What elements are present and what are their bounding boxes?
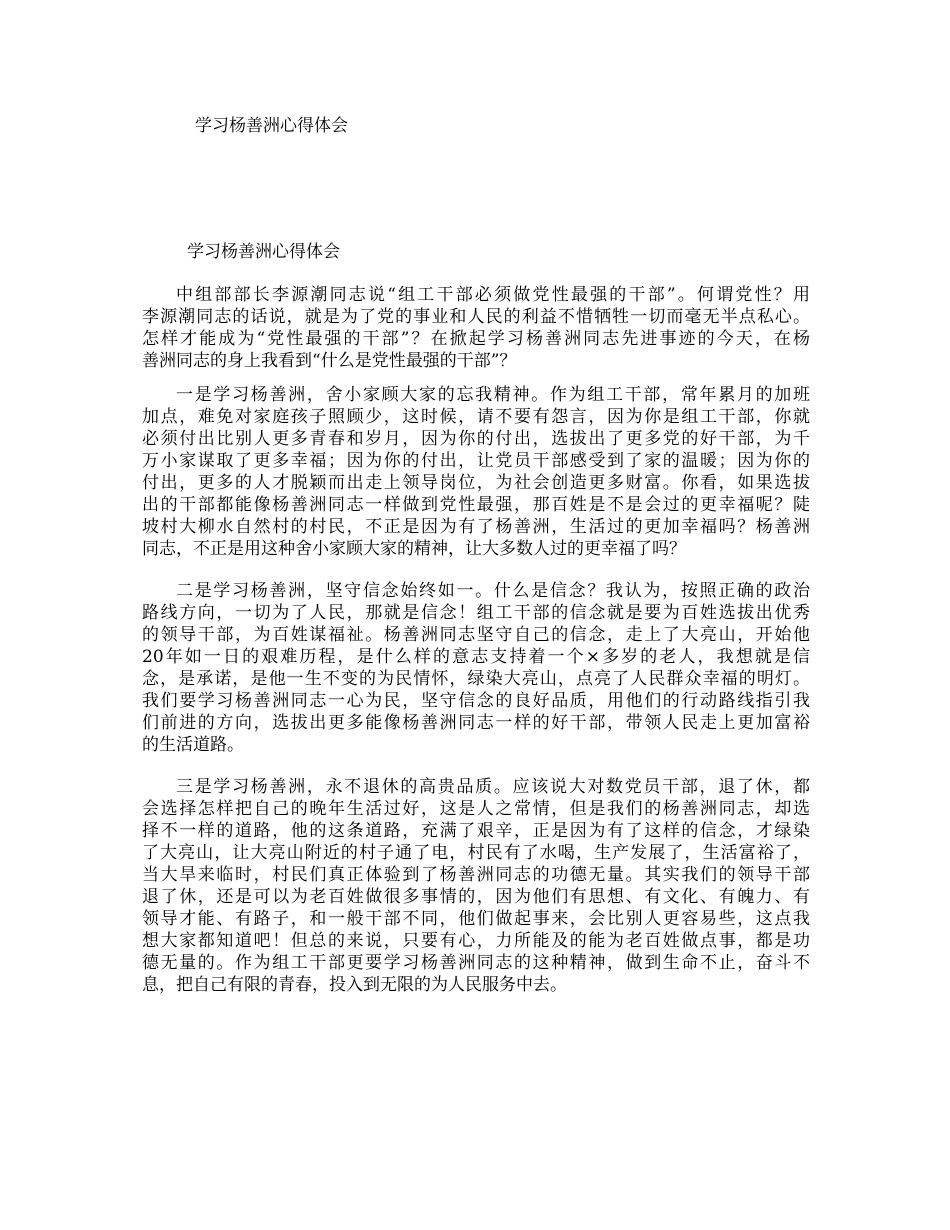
paragraph-line: 20年如一日的艰难历程，是什么样的意志支持着一个×多岁的老人，我想就是信 bbox=[142, 647, 810, 667]
paragraph-line: 了大亮山，让大亮山附近的村子通了电，村民有了水喝，生产发展了，生活富裕了， bbox=[142, 843, 810, 863]
paragraph-line: 们前进的方向，选拔出更多能像杨善洲同志一样的好干部，带领人民走上更加富裕 bbox=[142, 713, 810, 733]
paragraph-line: 择不一样的道路，他的这条道路，充满了艰辛，正是因为有了这样的信念，才绿染 bbox=[142, 821, 810, 841]
paragraph-line: 怎样才能成为“党性最强的干部”？在掀起学习杨善洲同志先进事迹的今天，在杨 bbox=[142, 329, 810, 349]
paragraph-line: 想大家都知道吧！但总的来说，只要有心，力所能及的能为老百姓做点事，都是功 bbox=[142, 931, 810, 951]
paragraph-line: 付出，更多的人才脱颖而出走上领导岗位，为社会创造更多财富。你看，如果选拔 bbox=[142, 473, 810, 493]
paragraph-line: 坡村大柳水自然村的村民，不正是因为有了杨善洲，生活过的更加幸福吗？杨善洲 bbox=[142, 517, 810, 537]
paragraph-line: 退了休，还是可以为老百姓做很多事情的，因为他们有思想、有文化、有魄力、有 bbox=[142, 887, 810, 907]
paragraph-line: 一是学习杨善洲，舍小家顾大家的忘我精神。作为组工干部，常年累月的加班 bbox=[176, 385, 810, 405]
paragraph-line: 息，把自己有限的青春，投入到无限的为人民服务中去。 bbox=[142, 975, 567, 995]
paragraph-line: 我们要学习杨善洲同志一心为民，坚守信念的良好品质，用他们的行动路线指引我 bbox=[142, 691, 810, 711]
paragraph-intro bbox=[142, 284, 810, 372]
paragraph-line: 二是学习杨善洲，坚守信念始终如一。什么是信念？我认为，按照正确的政治 bbox=[176, 581, 810, 601]
paragraph-line: 的领导干部，为百姓谋福祉。杨善洲同志坚守自己的信念，走上了大亮山，开始他 bbox=[142, 625, 810, 645]
document-heading: 学习杨善洲心得体会 bbox=[187, 242, 340, 262]
paragraph-line: 万小家谋取了更多幸福；因为你的付出，让党员干部感受到了家的温暖；因为你的 bbox=[142, 451, 810, 471]
paragraph-line: 会选择怎样把自己的晚年生活过好，这是人之常情，但是我们的杨善洲同志，却选 bbox=[142, 799, 810, 819]
paragraph-line: 路线方向，一切为了人民，那就是信念！组工干部的信念就是要为百姓选拔出优秀 bbox=[142, 603, 810, 623]
paragraph-line: 中组部部长李源潮同志说“组工干部必须做党性最强的干部”。何谓党性？用 bbox=[176, 285, 810, 305]
paragraph-line: 必须付出比别人更多青春和岁月，因为你的付出，选拔出了更多党的好干部，为千 bbox=[142, 429, 810, 449]
paragraph-line: 德无量的。作为组工干部更要学习杨善洲同志的这种精神，做到生命不止，奋斗不 bbox=[142, 953, 810, 973]
paragraph-line: 的生活道路。 bbox=[142, 735, 244, 755]
paragraph-line: 出的干部都能像杨善洲同志一样做到党性最强，那百姓是不是会过的更幸福呢？陡 bbox=[142, 495, 810, 515]
paragraph-line: 领导才能、有路子，和一般干部不同，他们做起事来，会比别人更容易些，这点我 bbox=[142, 909, 810, 929]
paragraph-line: 三是学习杨善洲，永不退休的高贵品质。应该说大对数党员干部，退了休，都 bbox=[176, 777, 810, 797]
paragraph-line: 当大旱来临时，村民们真正体验到了杨善洲同志的功德无量。其实我们的领导干部 bbox=[142, 865, 810, 885]
document-title: 学习杨善洲心得体会 bbox=[195, 116, 348, 136]
paragraph-line: 李源潮同志的话说，就是为了党的事业和人民的利益不惜牺牲一切而毫无半点私心。 bbox=[142, 307, 810, 327]
paragraph-point-one bbox=[142, 384, 810, 560]
paragraph-line: 念，是承诺，是他一生不变的为民情怀，绿染大亮山，点亮了人民群众幸福的明灯。 bbox=[142, 669, 810, 689]
paragraph-point-two bbox=[142, 580, 810, 756]
paragraph-line: 善洲同志的身上我看到“什么是党性最强的干部”？ bbox=[142, 351, 517, 371]
paragraph-point-three bbox=[142, 776, 810, 996]
paragraph-line: 同志，不正是用这种舍小家顾大家的精神，让大多数人过的更幸福了吗？ bbox=[142, 539, 686, 559]
paragraph-line: 加点，难免对家庭孩子照顾少，这时候，请不要有怨言，因为你是组工干部，你就 bbox=[142, 407, 810, 427]
